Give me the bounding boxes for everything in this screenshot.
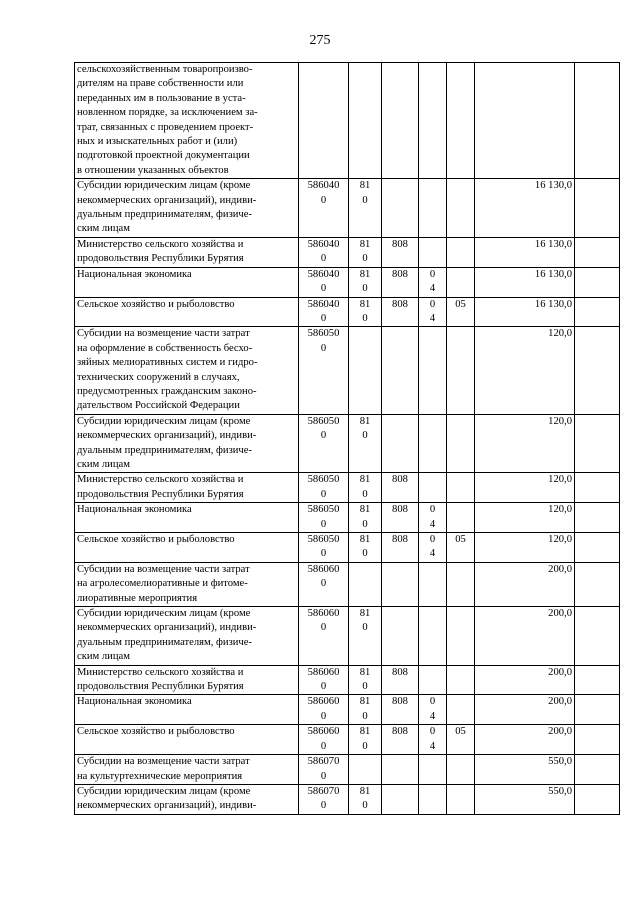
cell-line: некоммерческих организаций), индиви-: [77, 430, 257, 442]
cell-line: подготовкой проектной документации: [77, 150, 250, 162]
amount-cell: [475, 63, 575, 179]
cell-line: Министерство сельского хозяйства и: [77, 474, 244, 486]
cell-line: 81: [359, 415, 371, 427]
amount-cell: 120,0: [475, 473, 575, 503]
section-code-cell: [419, 562, 447, 606]
cell-line: лиоративные мероприятия: [77, 592, 198, 604]
subsection-code-cell: [447, 695, 475, 725]
administrator-code-cell: [382, 607, 419, 666]
cell-line: Субсидии на возмещение части затрат: [77, 328, 250, 340]
cell-line: 0: [320, 710, 327, 722]
administrator-code-cell: 808: [382, 503, 419, 533]
cell-line: 81: [359, 608, 371, 620]
amount-cell: 16 130,0: [475, 297, 575, 327]
empty-cell: [575, 473, 620, 503]
expense-type-code-cell: [349, 665, 382, 695]
table-row: [75, 503, 620, 533]
target-article-code-cell: [299, 695, 349, 725]
cell-line: 4: [429, 518, 436, 530]
cell-line: зяйных мелиоративных систем и гидро-: [77, 357, 258, 369]
item-name-cell: [75, 607, 299, 666]
table-row: [75, 414, 620, 473]
cell-line: Субсидии на возмещение части затрат: [77, 756, 250, 768]
cell-line: 0: [362, 430, 368, 442]
cell-line: 586050: [307, 504, 340, 516]
subsection-code-cell: [447, 473, 475, 503]
cell-line: 586040: [307, 298, 340, 310]
cell-line: 0: [320, 518, 327, 530]
amount-cell: 200,0: [475, 607, 575, 666]
cell-line: Сельское хозяйство и рыболовство: [77, 726, 235, 738]
cell-line: переданных им в пользование в уста-: [77, 92, 246, 104]
administrator-code-cell: [382, 414, 419, 473]
cell-line: 4: [429, 740, 436, 752]
cell-line: 81: [359, 726, 371, 738]
subsection-code-cell: [447, 665, 475, 695]
cell-line: 586040: [307, 238, 340, 250]
cell-line: Субсидии юридическим лицам (кроме: [77, 415, 251, 427]
empty-cell: [575, 503, 620, 533]
administrator-code-cell: [382, 327, 419, 414]
cell-line: ским лицам: [77, 458, 130, 470]
cell-line: 0: [362, 800, 368, 812]
administrator-code-cell: 808: [382, 237, 419, 267]
empty-cell: [575, 562, 620, 606]
cell-line: Национальная экономика: [77, 504, 192, 516]
cell-line: 81: [359, 696, 371, 708]
amount-cell: 16 130,0: [475, 237, 575, 267]
cell-line: 81: [359, 474, 371, 486]
expense-type-code-cell: [349, 414, 382, 473]
budget-table-body: [75, 63, 620, 815]
cell-line: 0: [362, 194, 368, 206]
cell-line: 0: [320, 770, 327, 782]
administrator-code-cell: [382, 784, 419, 814]
cell-line: 81: [359, 504, 371, 516]
amount-cell: 550,0: [475, 784, 575, 814]
subsection-code-cell: [447, 784, 475, 814]
empty-cell: [575, 267, 620, 297]
target-article-code-cell: [299, 63, 349, 179]
amount-cell: 200,0: [475, 725, 575, 755]
table-row: [75, 607, 620, 666]
cell-line: 0: [320, 681, 327, 693]
table-row: [75, 533, 620, 563]
cell-line: 4: [429, 312, 436, 324]
cell-line: трат, связанных с проведением проект-: [77, 121, 254, 133]
cell-line: 0: [320, 253, 327, 265]
budget-table: [74, 62, 620, 815]
section-code-cell: [419, 755, 447, 785]
empty-cell: [575, 665, 620, 695]
target-article-code-cell: [299, 503, 349, 533]
cell-line: 4: [429, 283, 436, 295]
cell-line: 0: [320, 194, 327, 206]
section-code-cell: [419, 414, 447, 473]
item-name-cell: [75, 784, 299, 814]
expense-type-code-cell: [349, 473, 382, 503]
subsection-code-cell: [447, 237, 475, 267]
target-article-code-cell: [299, 607, 349, 666]
item-name-cell: [75, 63, 299, 179]
cell-line: некоммерческих организаций), индиви-: [77, 194, 257, 206]
expense-type-code-cell: [349, 327, 382, 414]
table-row: [75, 562, 620, 606]
cell-line: 586040: [307, 180, 340, 192]
cell-line: 0: [362, 681, 368, 693]
target-article-code-cell: [299, 665, 349, 695]
cell-line: Субсидии юридическим лицам (кроме: [77, 180, 251, 192]
cell-line: 0: [320, 312, 327, 324]
cell-line: ским лицам: [77, 223, 130, 235]
cell-line: продовольствия Республики Бурятия: [77, 488, 244, 500]
expense-type-code-cell: [349, 755, 382, 785]
administrator-code-cell: 808: [382, 725, 419, 755]
cell-line: в отношении указанных объектов: [77, 164, 229, 176]
expense-type-code-cell: [349, 297, 382, 327]
section-code-cell: [419, 533, 447, 563]
cell-line: сельскохозяйственным товаропроизво-: [77, 64, 253, 75]
cell-line: на оформление в собственность бесхо-: [77, 342, 253, 354]
cell-line: 0: [362, 548, 368, 560]
cell-line: новленном порядке, за исключением за-: [77, 107, 258, 119]
cell-line: 81: [359, 238, 371, 250]
cell-line: 0: [429, 504, 436, 516]
cell-line: Субсидии юридическим лицам (кроме: [77, 785, 251, 797]
expense-type-code-cell: [349, 237, 382, 267]
section-code-cell: [419, 607, 447, 666]
administrator-code-cell: 808: [382, 665, 419, 695]
subsection-code-cell: [447, 503, 475, 533]
cell-line: 0: [362, 622, 368, 634]
target-article-code-cell: [299, 267, 349, 297]
administrator-code-cell: 808: [382, 533, 419, 563]
empty-cell: [575, 533, 620, 563]
cell-line: 0: [429, 726, 436, 738]
amount-cell: 550,0: [475, 755, 575, 785]
cell-line: 0: [362, 488, 368, 500]
cell-line: 586070: [307, 785, 340, 797]
table-row: [75, 267, 620, 297]
amount-cell: 120,0: [475, 327, 575, 414]
cell-line: 586060: [307, 608, 340, 620]
cell-line: 586060: [307, 696, 340, 708]
cell-line: Субсидии юридическим лицам (кроме: [77, 608, 251, 620]
subsection-code-cell: [447, 327, 475, 414]
subsection-code-cell: 05: [447, 297, 475, 327]
empty-cell: [575, 414, 620, 473]
cell-line: дательством Российской Федерации: [77, 400, 240, 412]
cell-line: дуальным предпринимателям, физиче-: [77, 636, 252, 648]
table-row: [75, 327, 620, 414]
cell-line: 0: [362, 740, 368, 752]
table-row: [75, 473, 620, 503]
empty-cell: [575, 63, 620, 179]
target-article-code-cell: [299, 414, 349, 473]
cell-line: 586070: [307, 756, 340, 768]
cell-line: 81: [359, 298, 371, 310]
administrator-code-cell: [382, 755, 419, 785]
target-article-code-cell: [299, 237, 349, 267]
expense-type-code-cell: [349, 63, 382, 179]
item-name-cell: [75, 237, 299, 267]
section-code-cell: [419, 297, 447, 327]
table-row: [75, 63, 620, 179]
item-name-cell: [75, 665, 299, 695]
cell-line: 586050: [307, 534, 340, 545]
item-name-cell: [75, 179, 299, 238]
table-row: [75, 237, 620, 267]
cell-line: 81: [359, 534, 371, 545]
administrator-code-cell: [382, 562, 419, 606]
cell-line: 0: [362, 312, 368, 324]
cell-line: Сельское хозяйство и рыболовство: [77, 298, 235, 310]
cell-line: Сельское хозяйство и рыболовство: [77, 534, 235, 545]
cell-line: 0: [429, 696, 436, 708]
cell-line: 0: [320, 548, 327, 560]
cell-line: продовольствия Республики Бурятия: [77, 253, 244, 265]
expense-type-code-cell: [349, 533, 382, 563]
item-name-cell: [75, 327, 299, 414]
cell-line: 0: [429, 534, 436, 545]
target-article-code-cell: [299, 327, 349, 414]
section-code-cell: [419, 63, 447, 179]
subsection-code-cell: 05: [447, 725, 475, 755]
section-code-cell: [419, 695, 447, 725]
item-name-cell: [75, 725, 299, 755]
section-code-cell: [419, 327, 447, 414]
cell-line: 0: [320, 488, 327, 500]
table-row: [75, 665, 620, 695]
expense-type-code-cell: [349, 562, 382, 606]
subsection-code-cell: [447, 267, 475, 297]
amount-cell: 200,0: [475, 562, 575, 606]
section-code-cell: [419, 179, 447, 238]
target-article-code-cell: [299, 533, 349, 563]
expense-type-code-cell: [349, 725, 382, 755]
amount-cell: 120,0: [475, 414, 575, 473]
cell-line: 586050: [307, 415, 340, 427]
cell-line: 0: [362, 710, 368, 722]
cell-line: 0: [429, 268, 436, 280]
empty-cell: [575, 297, 620, 327]
empty-cell: [575, 179, 620, 238]
cell-line: продовольствия Республики Бурятия: [77, 681, 244, 693]
cell-line: 0: [429, 298, 436, 310]
subsection-code-cell: 05: [447, 533, 475, 563]
cell-line: 81: [359, 180, 371, 192]
section-code-cell: [419, 503, 447, 533]
cell-line: 81: [359, 268, 371, 280]
table-row: [75, 695, 620, 725]
amount-cell: 200,0: [475, 695, 575, 725]
expense-type-code-cell: [349, 695, 382, 725]
cell-line: 81: [359, 666, 371, 678]
target-article-code-cell: [299, 179, 349, 238]
item-name-cell: [75, 755, 299, 785]
target-article-code-cell: [299, 473, 349, 503]
item-name-cell: [75, 562, 299, 606]
section-code-cell: [419, 267, 447, 297]
administrator-code-cell: 808: [382, 297, 419, 327]
cell-line: 0: [320, 283, 327, 295]
item-name-cell: [75, 695, 299, 725]
expense-type-code-cell: [349, 179, 382, 238]
administrator-code-cell: 808: [382, 267, 419, 297]
administrator-code-cell: 808: [382, 473, 419, 503]
cell-line: 586040: [307, 268, 340, 280]
cell-line: 0: [320, 622, 327, 634]
cell-line: 0: [320, 740, 327, 752]
cell-line: 0: [362, 253, 368, 265]
cell-line: Министерство сельского хозяйства и: [77, 238, 244, 250]
table-row: [75, 755, 620, 785]
cell-line: Национальная экономика: [77, 268, 192, 280]
table-row: [75, 725, 620, 755]
target-article-code-cell: [299, 784, 349, 814]
cell-line: на агролесомелиоративные и фитоме-: [77, 578, 248, 590]
item-name-cell: [75, 297, 299, 327]
cell-line: дуальным предпринимателям, физиче-: [77, 444, 252, 456]
item-name-cell: [75, 533, 299, 563]
cell-line: 586060: [307, 666, 340, 678]
expense-type-code-cell: [349, 503, 382, 533]
cell-line: 586050: [307, 474, 340, 486]
target-article-code-cell: [299, 297, 349, 327]
table-row: [75, 179, 620, 238]
cell-line: 0: [320, 800, 327, 812]
table-row: [75, 297, 620, 327]
empty-cell: [575, 784, 620, 814]
cell-line: 0: [320, 578, 327, 590]
page-number: 275: [309, 33, 331, 48]
expense-type-code-cell: [349, 267, 382, 297]
subsection-code-cell: [447, 63, 475, 179]
expense-type-code-cell: [349, 607, 382, 666]
cell-line: некоммерческих организаций), индиви-: [77, 622, 257, 634]
amount-cell: 16 130,0: [475, 179, 575, 238]
section-code-cell: [419, 784, 447, 814]
section-code-cell: [419, 237, 447, 267]
section-code-cell: [419, 665, 447, 695]
empty-cell: [575, 755, 620, 785]
subsection-code-cell: [447, 755, 475, 785]
item-name-cell: [75, 267, 299, 297]
empty-cell: [575, 725, 620, 755]
subsection-code-cell: [447, 607, 475, 666]
administrator-code-cell: 808: [382, 695, 419, 725]
item-name-cell: [75, 503, 299, 533]
cell-line: Субсидии на возмещение части затрат: [77, 563, 250, 575]
subsection-code-cell: [447, 179, 475, 238]
empty-cell: [575, 695, 620, 725]
cell-line: 0: [362, 518, 368, 530]
item-name-cell: [75, 414, 299, 473]
target-article-code-cell: [299, 755, 349, 785]
table-row: [75, 784, 620, 814]
cell-line: 586060: [307, 563, 340, 575]
amount-cell: 16 130,0: [475, 267, 575, 297]
empty-cell: [575, 607, 620, 666]
amount-cell: 200,0: [475, 665, 575, 695]
subsection-code-cell: [447, 414, 475, 473]
amount-cell: 120,0: [475, 533, 575, 563]
cell-line: Национальная экономика: [77, 696, 192, 708]
administrator-code-cell: [382, 63, 419, 179]
cell-line: на культуртехнические мероприятия: [77, 770, 243, 782]
section-code-cell: [419, 725, 447, 755]
cell-line: ским лицам: [77, 651, 130, 663]
cell-line: дителям на праве собственности или: [77, 78, 244, 90]
item-name-cell: [75, 473, 299, 503]
subsection-code-cell: [447, 562, 475, 606]
section-code-cell: [419, 473, 447, 503]
expense-type-code-cell: [349, 784, 382, 814]
cell-line: 586050: [307, 328, 340, 340]
empty-cell: [575, 237, 620, 267]
cell-line: 4: [429, 710, 436, 722]
cell-line: ных и изыскательных работ и (или): [77, 136, 238, 148]
cell-line: 586060: [307, 726, 340, 738]
cell-line: некоммерческих организаций), индиви-: [77, 800, 257, 812]
amount-cell: 120,0: [475, 503, 575, 533]
cell-line: 0: [362, 283, 368, 295]
target-article-code-cell: [299, 562, 349, 606]
cell-line: 4: [429, 548, 436, 560]
cell-line: 0: [320, 342, 327, 354]
target-article-code-cell: [299, 725, 349, 755]
administrator-code-cell: [382, 179, 419, 238]
cell-line: 81: [359, 785, 371, 797]
cell-line: дуальным предпринимателям, физиче-: [77, 209, 252, 221]
cell-line: 0: [320, 430, 327, 442]
cell-line: Министерство сельского хозяйства и: [77, 666, 244, 678]
empty-cell: [575, 327, 620, 414]
cell-line: технических сооружений в случаях,: [77, 371, 240, 383]
cell-line: предусмотренных гражданским законо-: [77, 385, 257, 397]
